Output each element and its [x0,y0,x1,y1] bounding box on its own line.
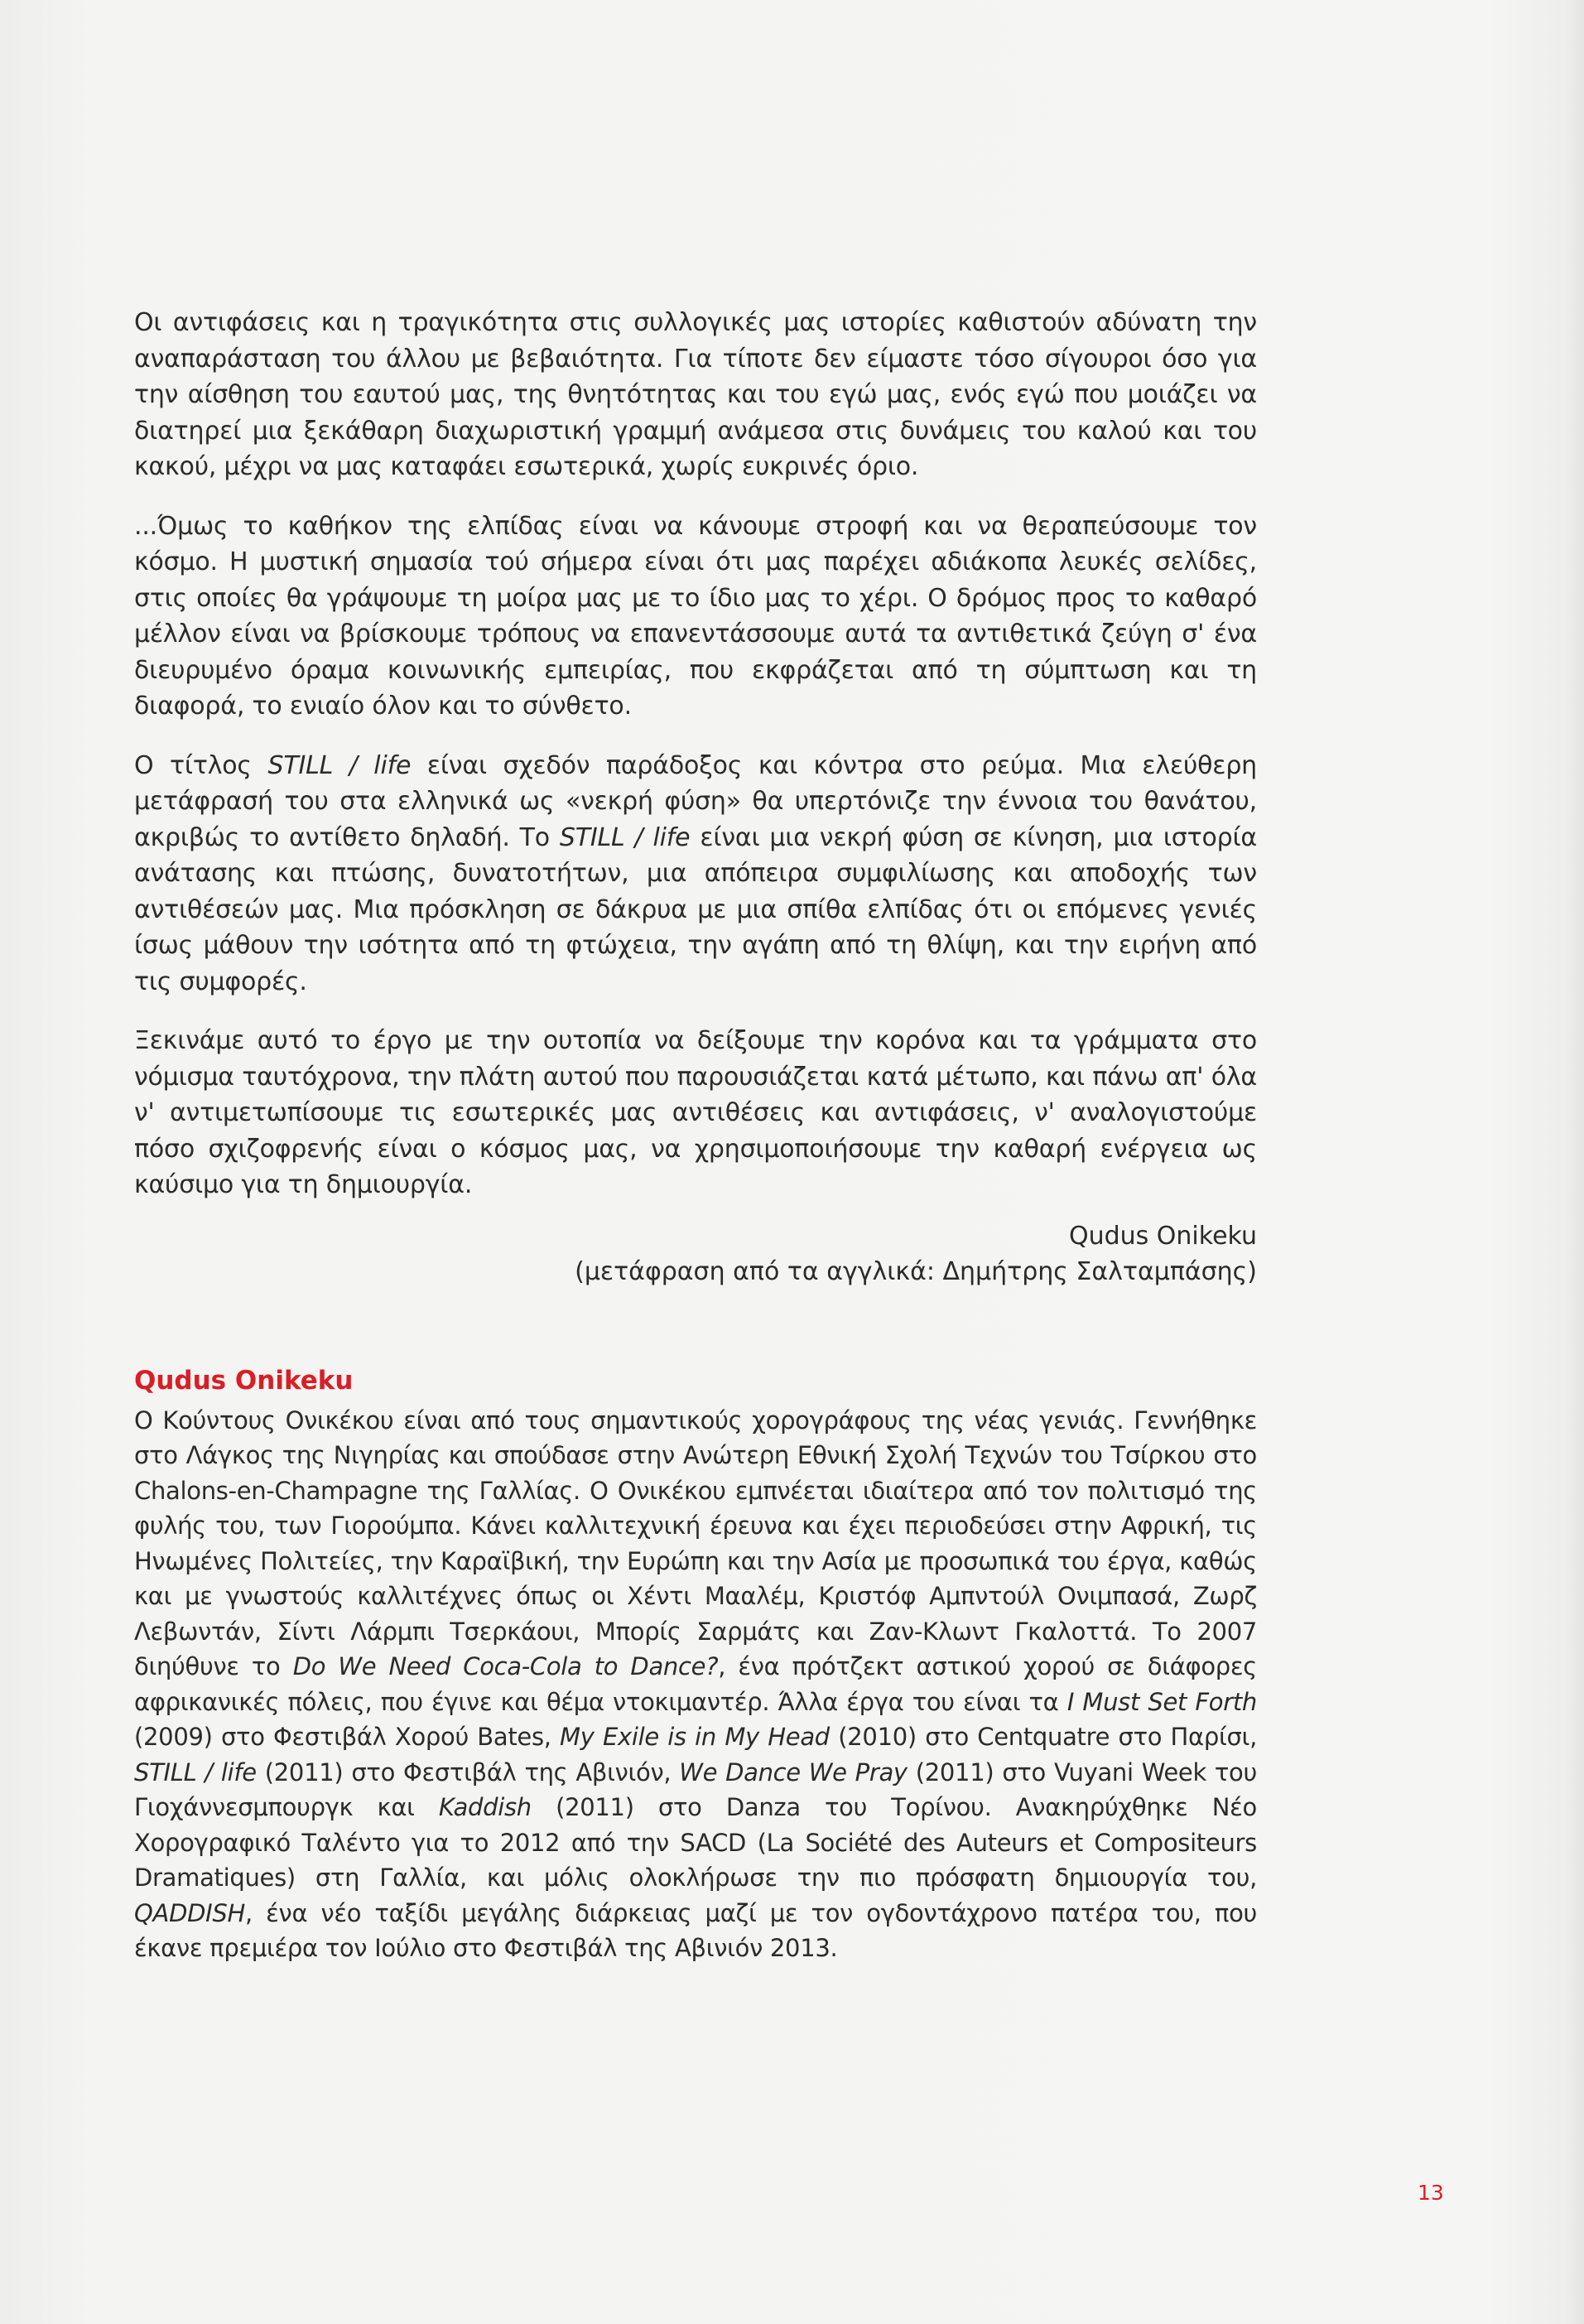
work-title: STILL / life [267,750,412,780]
paragraph-gap [134,725,1257,748]
text-run: (2011) στο Danza του Τορίνου. Ανακηρύχθηκε Νέο Χορογραφικό Ταλέντο για το 2012 από την SACD (La Société des Auteurs et Compositeurs Dramatiques) στη Γαλλία, και μόλις ολοκλήρωσε την πιο πρόσφατη δημιουργία του, [134,1793,1257,1892]
work-title: I Must Set Forth [1066,1687,1257,1716]
work-title: We Dance We Pray [679,1757,908,1786]
bio-heading: Qudus Onikeku [134,1365,354,1396]
author-name: Qudus Onikeku [1068,1221,1257,1251]
bio-paragraph [134,1403,1257,1966]
work-title: STILL / life [559,822,691,852]
page-content [134,305,1257,1966]
text-run: είναι μια νεκρή φύση σε κίνηση, μια ιστορία ανάτασης και πτώσης, δυνατοτήτων, μια απόπειρα συμφιλίωσης και αποδοχής των αντιθέσεών μας. Μια πρόσκληση σε δάκρυα με μια σπίθα ελπίδας ότι οι επόμενες γενιές ίσως μάθουν την ισότητα από τη φτώχεια, την αγάπη από τη θλίψη, και την ειρήνη από τις συμφορές. [134,822,1258,996]
work-title: Do We Need Coca-Cola to Dance? [292,1652,719,1680]
signature-block [134,1218,1257,1290]
text-run: , ένα νέο ταξίδι μεγάλης διάρκειας μαζί με τον ογδοντάχρονο πατέρα του, που έκανε πρεμιέρα τον Ιούλιο στο Φεστιβάλ της Αβινιόν 2013. [134,1898,1257,1962]
text-run: είναι σχεδόν παράδοξος και κόντρα στο ρεύμα. Μια ελεύθερη μετάφρασή του στα ελληνικά ως «νεκρή φύση» θα υπερτόνιζε την έννοια του θανάτου, ακριβώς το αντίθετο δηλαδή. Το [134,750,1257,852]
paragraph-gap [134,1000,1257,1023]
page-number: 13 [1418,2181,1444,2205]
essay-paragraph-3 [134,748,1257,1000]
text-run: , ένα πρότζεκτ αστικού χορού σε διάφορες αφρικανικές πόλεις, που έγινε και θέμα ντοκιμαντέρ. Άλλα έργα του είναι τα [134,1652,1257,1716]
work-title: My Exile is in My Head [560,1723,830,1751]
text-run: (2010) στο Centquatre στο Παρίσι, [829,1723,1257,1751]
page-edge-shadow [1566,0,1584,2324]
text-run: Ο Κούντους Ονικέκου είναι από τους σημαντικούς χορογράφους της νέας γενιάς. Γεννήθηκε στο Λάγκος της Νιγηρίας και σπούδασε στην Ανώτερη Εθνική Σχολή Τεχνών του Τσίρκου στο Chalons-en-Champagne της Γαλλίας. Ο Ονικέκου εμπνέεται ιδιαίτερα από τον πολιτισμό της φυλής του, των Γιορούμπα. Κάνει καλλιτεχνική έρευνα και έχει περιοδεύσει στην Αφρική, τις Ηνωμένες Πολιτείες, την Καραϊβική, την Ευρώπη και την Ασία με προσωπικά του έργα, καθώς και με γνωστούς καλλιτέχνες όπως οι Χέντι Μααλέμ, Κριστόφ Αμπντούλ Ονιμπασά, Ζωρζ Λεβωντάν, Σίντι Λάρμπι Τσερκάουι, Μπορίς Σαρμάτς και Ζαν-Κλωντ Γκαλοττά. Το 2007 διηύθυνε το [134,1405,1257,1680]
translation-credit: (μετάφραση από τα αγγλικά: Δημήτρης Σαλταμπάσης) [575,1257,1257,1286]
work-title: Kaddish [438,1793,532,1821]
text-run: (2011) στο Φεστιβάλ της Αβινιόν, [256,1757,680,1786]
essay-paragraph-1: Οι αντιφάσεις και η τραγικότητα στις συλλογικές μας ιστορίες καθιστούν αδύνατη την αναπαράσταση του άλλου με βεβαιότητα. Για τίποτε δεν είμαστε τόσο σίγουροι όσο για την αίσθηση του εαυτού μας, της θνητότητας και του εγώ μας, ενός εγώ που μοιάζει να διατηρεί μια ξεκάθαρη διαχωριστική γραμμή ανάμεσα στις δυνάμεις του καλού και του κακού, μέχρι να μας καταφάει εσωτερικά, χωρίς ευκρινές όριο. [134,308,1257,481]
text-run: (2009) στο Φεστιβάλ Χορού Bates, [134,1723,561,1751]
essay-paragraph-2: ...Όμως το καθήκον της ελπίδας είναι να κάνουμε στροφή και να θεραπεύσουμε τον κόσμο. Η μυστική σημασία τού σήμερα είναι ότι μας παρέχει αδιάκοπα λευκές σελίδες, στις οποίες θα γράψουμε τη μοίρα μας με το ίδιο μας το χέρι. Ο δρόμος προς το καθαρό μέλλον είναι να βρίσκουμε τρόπους να επανεντάσσουμε αυτά τα αντιθετικά ζεύγη σ' ένα διευρυμένο όραμα κοινωνικής εμπειρίας, που εκφράζεται από τη σύμπτωση και τη διαφορά, το ενιαίο όλον και το σύνθετο. [134,511,1257,721]
work-title: STILL / life [134,1757,257,1786]
text-run: Ο τίτλος [134,750,268,780]
essay-paragraph-4: Ξεκινάμε αυτό το έργο με την ουτοπία να δείξουμε την κορόνα και τα γράμματα στο νόμισμα ταυτόχρονα, την πλάτη αυτού που παρουσιάζεται κατά μέτωπο, και πάνω απ' όλα ν' αντιμετωπίσουμε τις εσωτερικές μας αντιθέσεις και αντιφάσεις, ν' αναλογιστούμε πόσο σχιζοφρενής είναι ο κόσμος μας, να χρησιμοποιήσουμε την καθαρή ενέργεια ως καύσιμο για τη δημιουργία. [134,1026,1257,1199]
work-title: QADDISH [134,1898,245,1927]
paragraph-gap [134,485,1257,509]
text-run: (2011) στο Vuyani Week του Γιοχάννεσμπουργκ και [134,1757,1257,1821]
